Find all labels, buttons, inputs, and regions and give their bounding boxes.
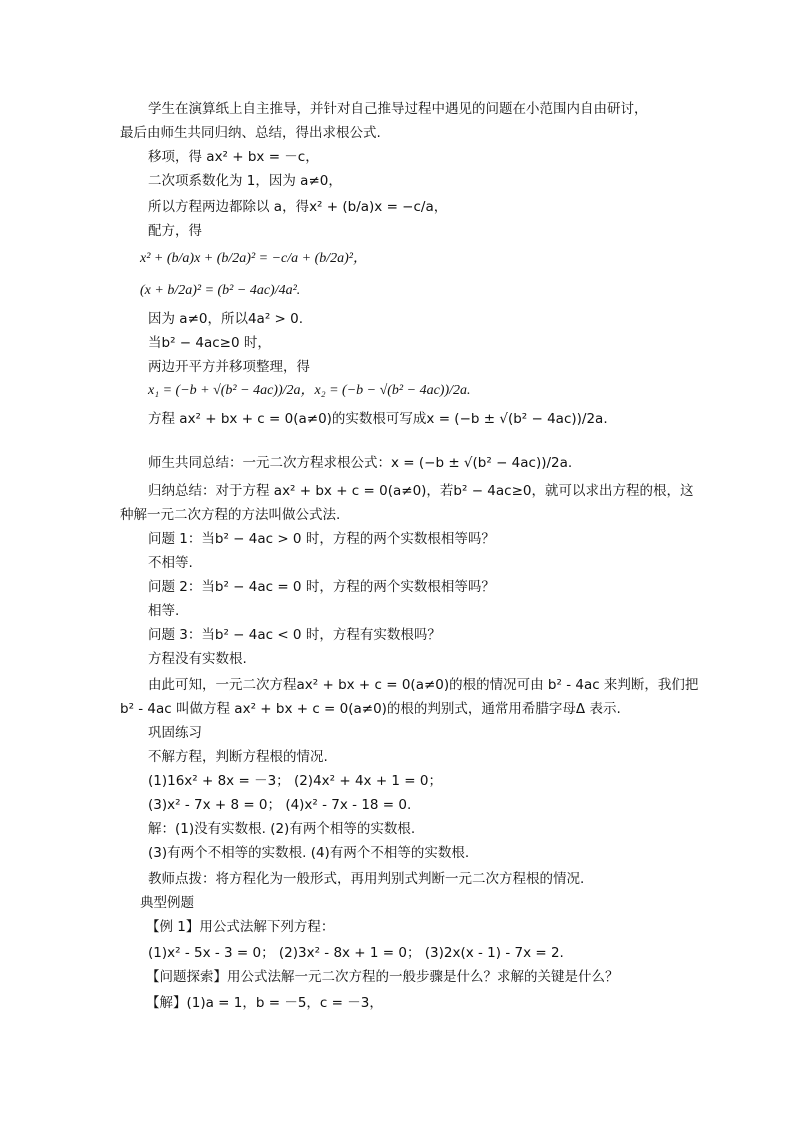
paragraph-line: 问题 3：当b² − 4ac < 0 时，方程有实数根吗？ [148,627,441,643]
exercise-line: (1)16x² + 8x = －3； (2)4x² + 4x + 1 = 0； [148,773,443,789]
paragraph-line: 【问题探索】用公式法解一元二次方程的一般步骤是什么？求解的关键是什么？ [146,969,619,985]
paragraph-line: 所以方程两边都除以 a，得x² + (b/a)x = −c/a， [148,199,448,215]
paragraph-line: 问题 2：当b² − 4ac = 0 时，方程的两个实数根相等吗？ [148,579,495,595]
paragraph-line: 教师点拨：将方程化为一般形式，再用判别式判断一元二次方程根的情况. [148,871,585,887]
equation-line: (x + b/2a)² = (b² − 4ac)/4a². [140,283,301,298]
paragraph-line: 方程没有实数根. [148,651,247,667]
paragraph-line: 学生在演算纸上自主推导，并针对自己推导过程中遇见的问题在小范围内自由研讨， [148,101,648,117]
paragraph-line: 两边开平方并移项整理，得 [148,359,310,375]
exercise-line: (3)x² - 7x + 8 = 0； (4)x² - 7x - 18 = 0. [148,797,412,813]
paragraph-line: 配方，得 [148,223,202,239]
paragraph-line: 当b² − 4ac≥0 时， [148,335,271,351]
section-heading: 典型例题 [140,895,194,911]
paragraph-line: 由此可知，一元二次方程ax² + bx + c = 0(a≠0)的根的情况可由 b² - 4ac 来判断，我们把 [148,677,699,693]
paragraph-line: 【解】(1)a = 1，b = －5，c = －3， [146,995,383,1011]
section-heading: 巩固练习 [148,725,202,741]
paragraph-line: 相等. [148,603,180,619]
paragraph-line: 最后由师生共同归纳、总结，得出求根公式. [120,125,381,141]
paragraph-line: 因为 a≠0，所以4a² > 0. [148,311,304,327]
paragraph-line: 归纳总结：对于方程 ax² + bx + c = 0(a≠0)，若b² − 4ac≥0，就可以求出方程的根，这 [148,483,694,499]
example-title: 【例 1】用公式法解下列方程： [146,919,335,935]
equation-line: x² + (b/a)x + (b/2a)² = −c/a + (b/2a)²， [140,251,368,266]
paragraph-line: 问题 1：当b² − 4ac > 0 时，方程的两个实数根相等吗？ [148,531,495,547]
equation-line: x₁ = (−b + √(b² − 4ac))/2a，x₂ = (−b − √(b² − 4ac))/2a. [148,383,471,398]
paragraph-line: 方程 ax² + bx + c = 0(a≠0)的实数根可写成x = (−b ± √(b² − 4ac))/2a. [148,411,608,427]
paragraph-line: 不相等. [148,555,193,571]
paragraph-line: 种解一元二次方程的方法叫做公式法. [120,507,341,523]
paragraph-line: 不解方程，判断方程根的情况. [148,749,328,765]
paragraph-line: 移项，得 ax² + bx = －c， [148,149,319,165]
answer-line: (3)有两个不相等的实数根. (4)有两个不相等的实数根. [148,845,470,861]
paragraph-line: b² - 4ac 叫做方程 ax² + bx + c = 0(a≠0)的根的判别式，通常用希腊字母Δ 表示. [120,701,621,717]
exercise-line: (1)x² - 5x - 3 = 0； (2)3x² - 8x + 1 = 0； (3)2x(x - 1) - 7x = 2. [148,945,564,961]
paragraph-line: 师生共同总结：一元二次方程求根公式：x = (−b ± √(b² − 4ac))/2a. [148,455,573,471]
answer-line: 解：(1)没有实数根. (2)有两个相等的实数根. [148,821,416,837]
paragraph-line: 二次项系数化为 1，因为 a≠0， [148,173,342,189]
